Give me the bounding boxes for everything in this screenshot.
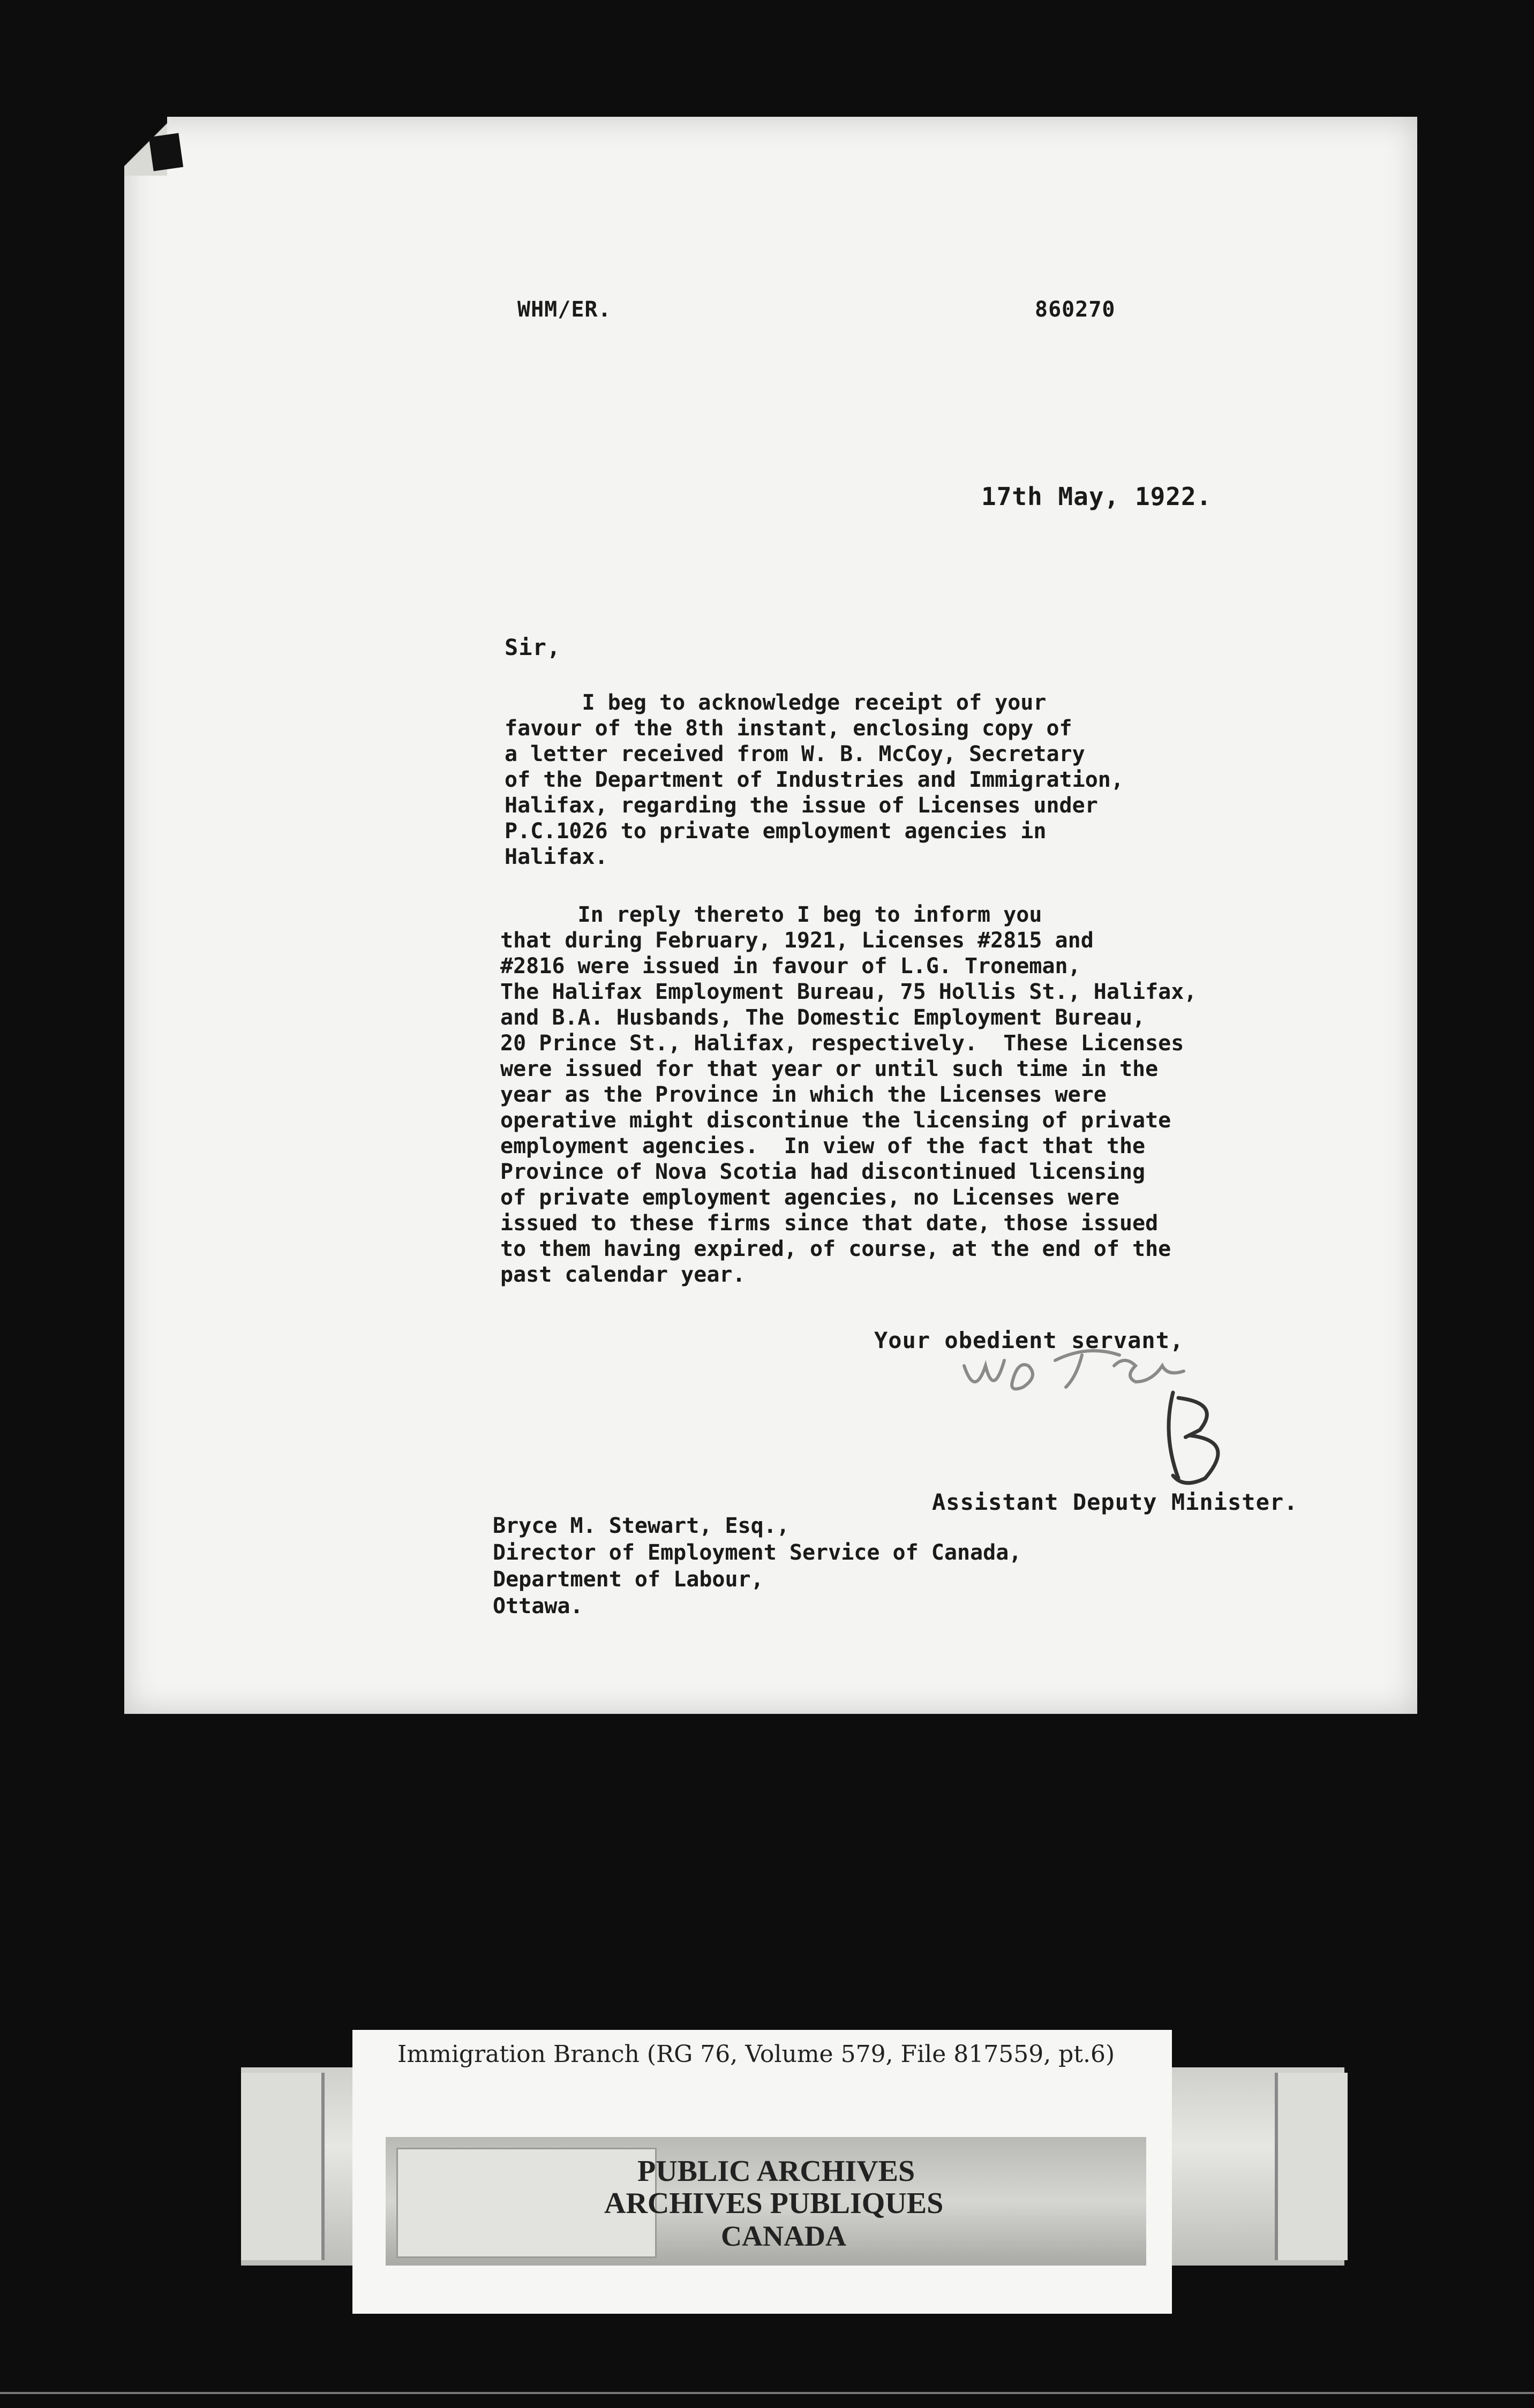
paragraph-acknowledgement: I beg to acknowledge receipt of your favour of the 8th instant, enclosing copy of a letter received from W. B. McCoy, Secretary of the Department of Industries and Immigration, Halifax, regarding the issue of Licenses under P.C.1026 to private employment agencies in Halifax. bbox=[505, 690, 1124, 869]
archive-reference-text: Immigration Branch (RG 76, Volume 579, File 817559, pt.6) bbox=[397, 2041, 1115, 2068]
frame-bottom-line bbox=[0, 2392, 1534, 2394]
tape-mark bbox=[149, 133, 183, 171]
file-reference-number: 860270 bbox=[1035, 297, 1116, 322]
tape-edge-left bbox=[241, 2073, 325, 2260]
handwritten-initial bbox=[1157, 1382, 1232, 1489]
closing: Your obedient servant, bbox=[874, 1327, 1184, 1353]
paragraph-reply: In reply thereto I beg to inform you that during February, 1921, Licenses #2815 and #2816 were issued in favour of L.G. Troneman, The Halifax Employment Bureau, 75 Hollis St., Halifax, and B.A. Husbands, The Domestic Employment Bureau, 20 Prince St., Halifax, respectively. These Licenses were issued for that year or until such time in the year as the Province in which the Licenses were operative might discontinue the licensing of private employment agencies. In view of the fact that the Province of Nova Scotia had discontinued licensing of private employment agencies, no Licenses were issued to these firms since that date, those issued to them having expired, of course, at the end of the past calendar year. bbox=[500, 902, 1197, 1287]
stamp-line-archives-publiques: ARCHIVES PUBLIQUES bbox=[604, 2187, 944, 2220]
stamp-line-public-archives: PUBLIC ARCHIVES bbox=[637, 2155, 915, 2188]
salutation: Sir, bbox=[505, 634, 561, 660]
tape-edge-right bbox=[1275, 2073, 1348, 2260]
signatory-title: Assistant Deputy Minister. bbox=[932, 1489, 1298, 1515]
letter-date: 17th May, 1922. bbox=[981, 482, 1212, 511]
stamp-line-canada: CANADA bbox=[721, 2220, 846, 2252]
recipient-address: Bryce M. Stewart, Esq., Director of Employment Service of Canada, Department of Labour, Ottawa. bbox=[493, 1514, 1022, 1619]
file-reference-initials: WHM/ER. bbox=[517, 297, 612, 322]
